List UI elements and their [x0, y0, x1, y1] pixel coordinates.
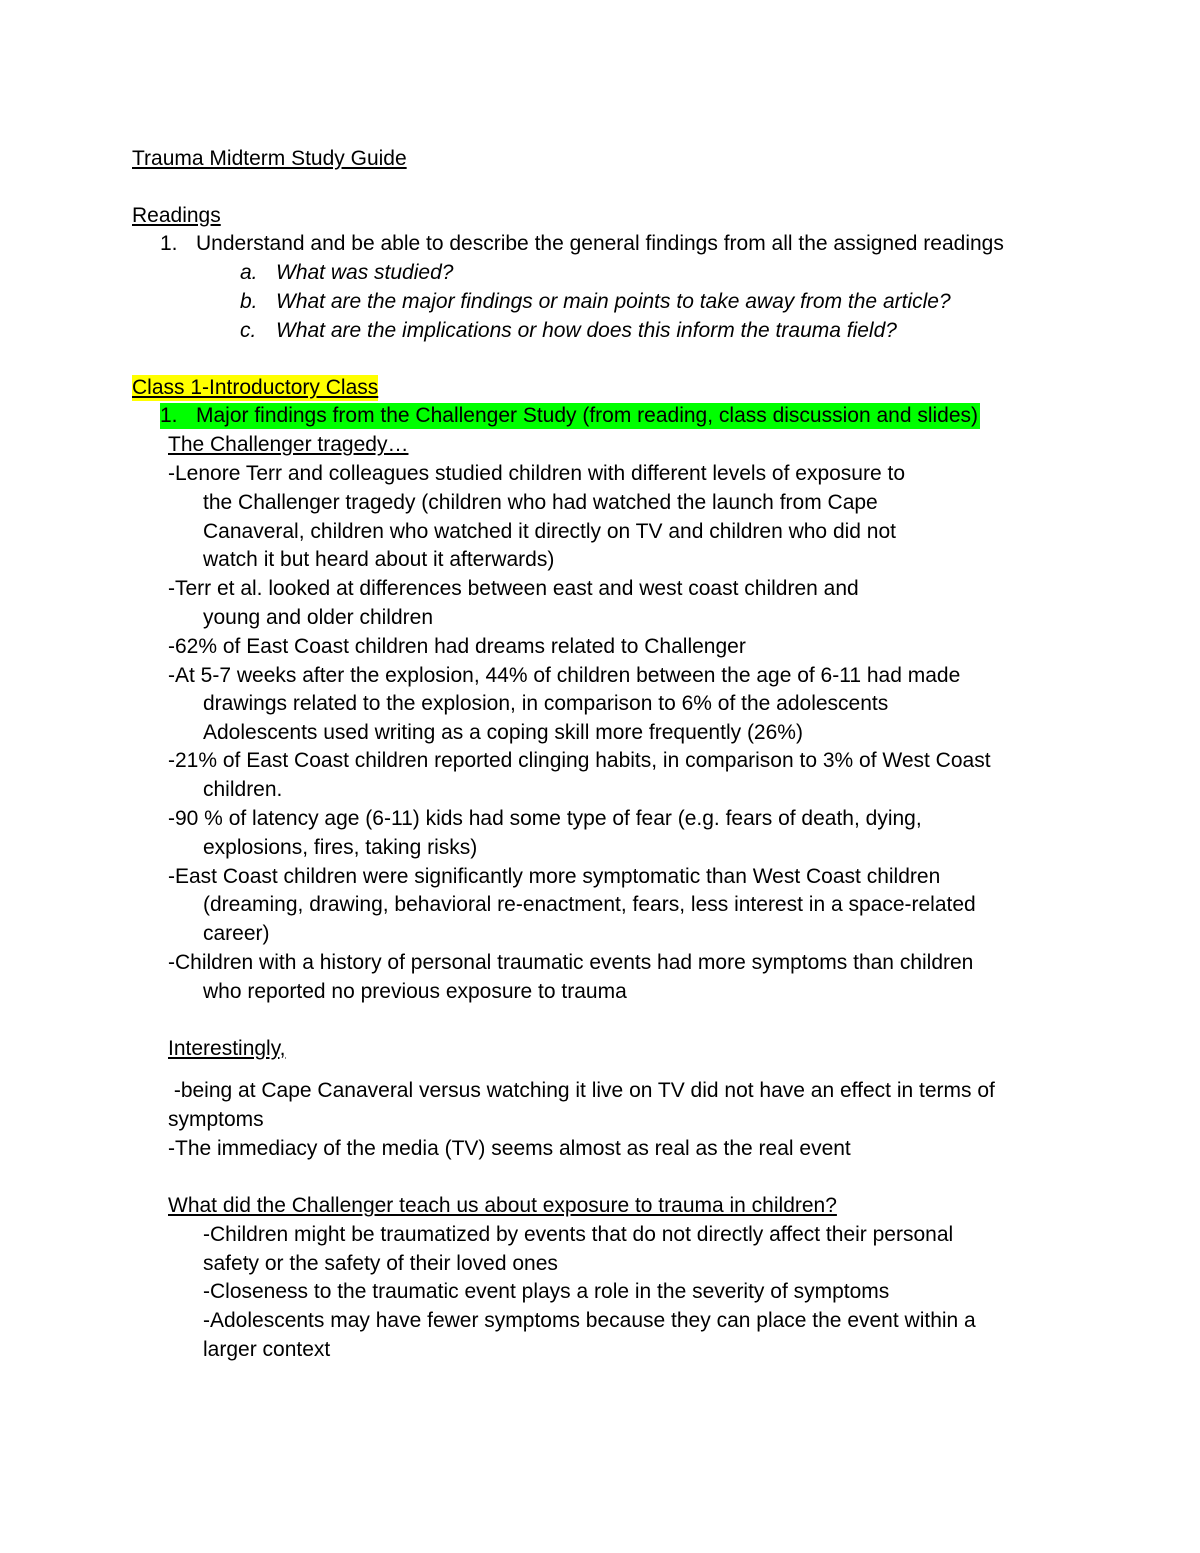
subitem-letter: a.: [240, 261, 258, 284]
body-line: -Children with a history of personal traumatic events had more symptoms than children: [168, 951, 974, 974]
body-line: -being at Cape Canaveral versus watching it live on TV did not have an effect in terms of: [168, 1079, 995, 1102]
body-line: watch it but heard about it afterwards): [203, 548, 555, 571]
body-line: drawings related to the explosion, in comparison to 6% of the adolescents: [203, 692, 889, 715]
interestingly-heading: Interestingly,: [168, 1037, 286, 1060]
readings-subitem-a: [240, 260, 453, 286]
subitem-text: What are the implications or how does this inform the trauma field?: [276, 319, 897, 342]
body-line: larger context: [203, 1338, 331, 1361]
body-line: symptoms: [168, 1108, 264, 1131]
body-line: explosions, fires, taking risks): [203, 836, 478, 859]
readings-item-1-number: 1.: [160, 232, 178, 255]
body-line: children.: [203, 778, 283, 801]
body-line: -The immediacy of the media (TV) seems almost as real as the real event: [168, 1137, 851, 1160]
page-title: Trauma Midterm Study Guide: [132, 147, 407, 170]
body-line: career): [203, 922, 270, 945]
body-line: -At 5-7 weeks after the explosion, 44% of children between the age of 6-11 had made: [168, 664, 961, 687]
body-line: safety or the safety of their loved ones: [203, 1252, 558, 1275]
class1-item-1: [160, 403, 980, 429]
body-line: (dreaming, drawing, behavioral re-enactment, fears, less interest in a space-related: [203, 893, 976, 916]
body-line: Adolescents used writing as a coping skill more frequently (26%): [203, 721, 803, 744]
subitem-letter: b.: [240, 290, 258, 313]
body-line: young and older children: [203, 606, 433, 629]
body-line: -Closeness to the traumatic event plays a role in the severity of symptoms: [203, 1280, 890, 1303]
class1-item-1-text: Major findings from the Challenger Study (from reading, class discussion and slides): [196, 404, 979, 427]
body-line: the Challenger tragedy (children who had watched the launch from Cape: [203, 491, 878, 514]
body-line: -Lenore Terr and colleagues studied children with different levels of exposure to: [168, 462, 905, 485]
body-line: Canaveral, children who watched it directly on TV and children who did not: [203, 520, 896, 543]
body-line: -East Coast children were significantly more symptomatic than West Coast children: [168, 865, 941, 888]
class1-item-1-number: 1.: [160, 404, 178, 427]
subitem-letter: c.: [240, 319, 257, 342]
body-line: who reported no previous exposure to trauma: [203, 980, 627, 1003]
readings-item-1-text: Understand and be able to describe the general findings from all the assigned readings: [196, 232, 1004, 255]
class1-subheading: The Challenger tragedy…: [168, 433, 409, 456]
subitem-text: What are the major findings or main points to take away from the article?: [276, 290, 951, 313]
body-line: -62% of East Coast children had dreams related to Challenger: [168, 635, 746, 658]
teach-heading: What did the Challenger teach us about exposure to trauma in children?: [168, 1194, 837, 1217]
body-line: -Terr et al. looked at differences between east and west coast children and: [168, 577, 859, 600]
readings-subitem-b: [240, 289, 951, 315]
readings-heading: Readings: [132, 204, 221, 227]
class1-heading: Class 1-Introductory Class: [132, 376, 379, 399]
body-line: -Children might be traumatized by events that do not directly affect their personal: [203, 1223, 954, 1246]
body-line: -21% of East Coast children reported clinging habits, in comparison to 3% of West Coast: [168, 749, 991, 772]
subitem-text: What was studied?: [276, 261, 454, 284]
readings-subitem-c: [240, 318, 897, 344]
readings-item-1: [160, 231, 1004, 257]
body-line: -90 % of latency age (6-11) kids had some type of fear (e.g. fears of death, dying,: [168, 807, 922, 830]
body-line: -Adolescents may have fewer symptoms because they can place the event within a: [203, 1309, 976, 1332]
